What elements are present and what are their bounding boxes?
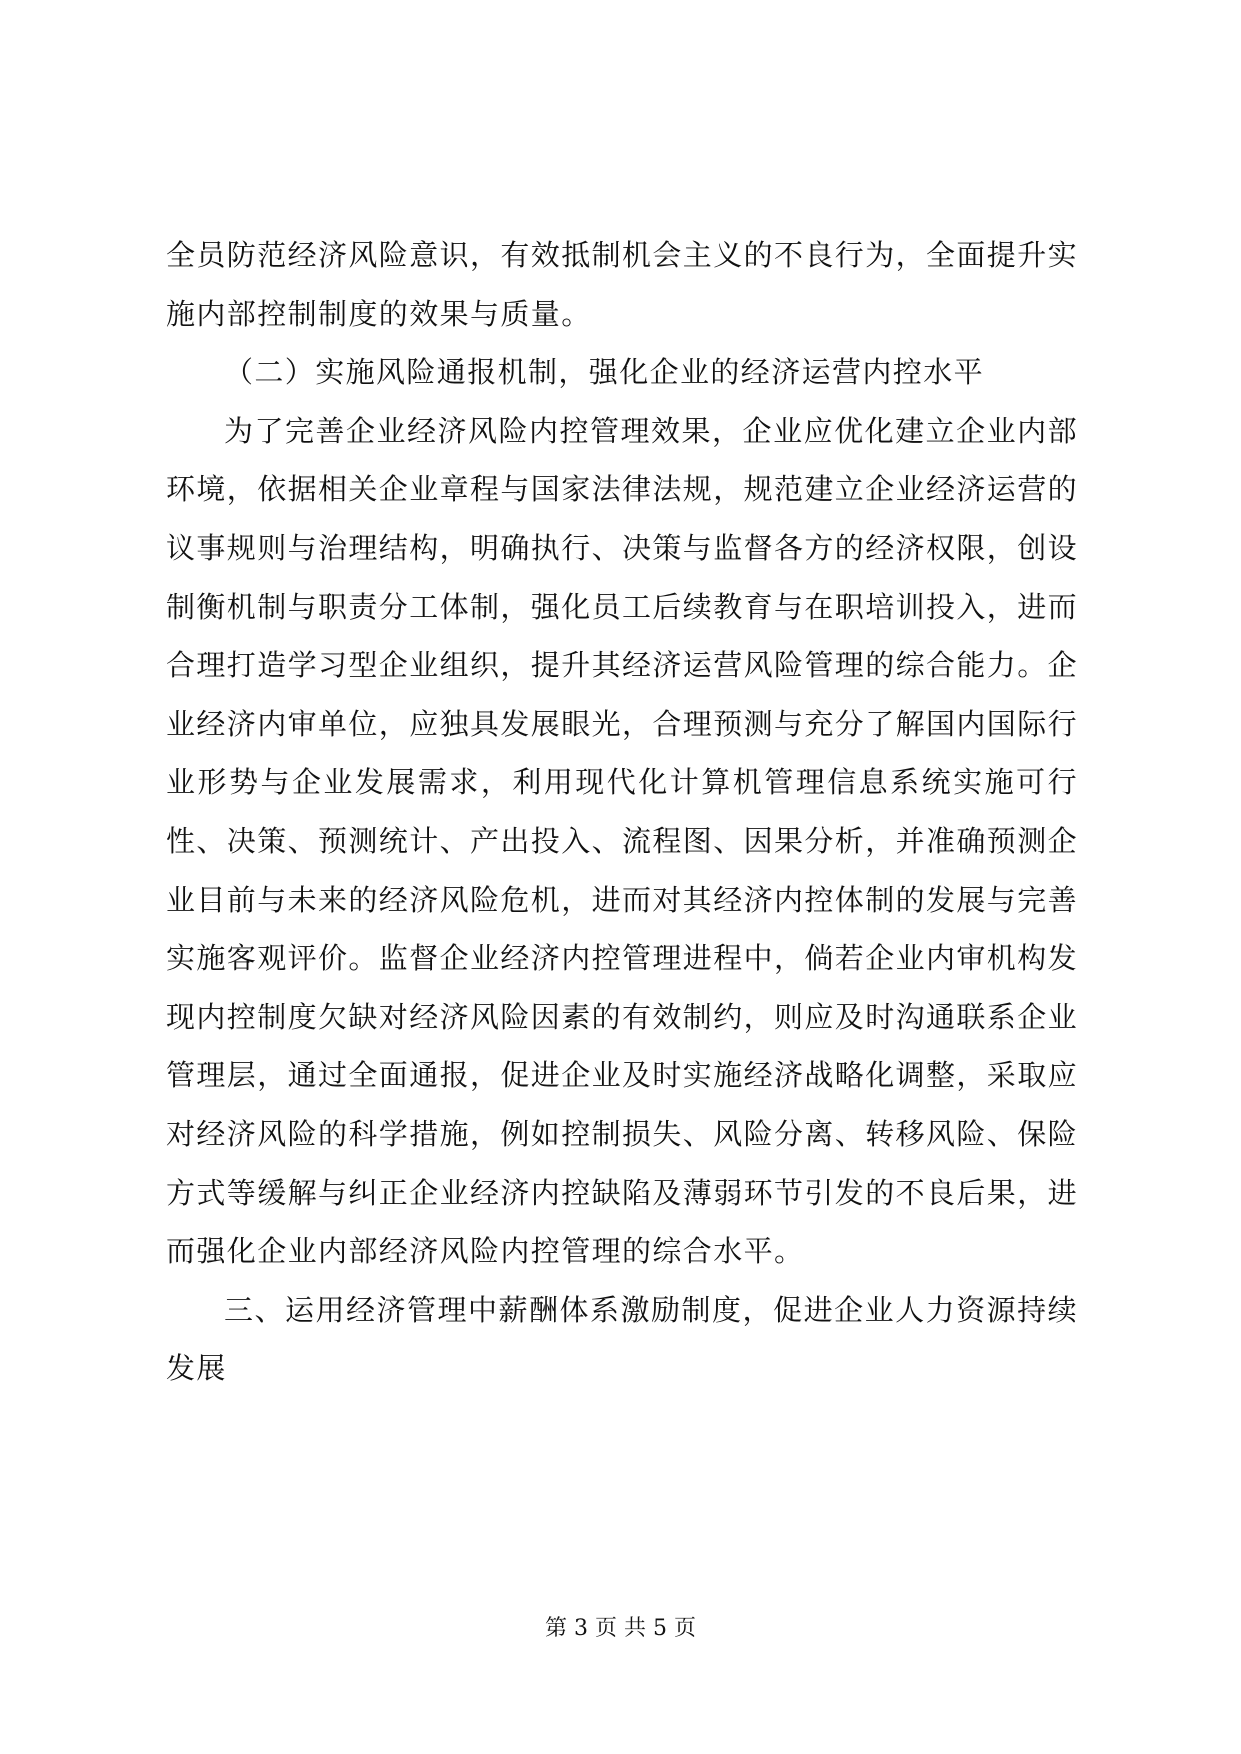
paragraph-continuation: 全员防范经济风险意识，有效抵制机会主义的不良行为，全面提升实施内部控制制度的效果与质量。 [166, 238, 1079, 331]
document-body [166, 226, 1078, 1398]
section-heading: 三、运用经济管理中薪酬体系激励制度，促进企业人力资源持续发展 [166, 1292, 1078, 1386]
page-number-label: 第 3 页 共 5 页 [545, 1616, 696, 1641]
page-footer [0, 1614, 1241, 1644]
paragraph-body: 为了完善企业经济风险内控管理效果，企业应优化建立企业内部环境，依据相关企业章程与国家法律法规，规范建立企业经济运营的议事规则与治理结构，明确执行、决策与监督各方的经济权限，创设制衡机制与职责分工体制，强化员工后续教育与在职培训投入，进而合理打造学习型企业组织，提升其经济运营风险管理的综合能力。企业经济内审单位，应独具发展眼光，合理预测与充分了解国内国际行业形势与企业发展需求，利用现代化计算机管理信息系统实施可行性、决策、预测统计、产出投入、流程图、因果分析，并准确预测企业目前与未来的经济风险危机，进而对其经济内控体制的发展与完善实施客观评价。监督企业经济内控管理进程中，倘若企业内审机构发现内控制度欠缺对经济风险因素的有效制约，则应及时沟通联系企业管理层，通过全面通报，促进企业及时实施经济战略化调整，采取应对经济风险的科学措施，例如控制损失、风险分离、转移风险、保险方式等缓解与纠正企业经济内控缺陷及薄弱环节引发的不良后果，进而强化企业内部经济风险内控管理的综合水平。 [166, 413, 1079, 1269]
section-subheading: （二）实施风险通报机制，强化企业的经济运营内控水平 [224, 355, 985, 390]
